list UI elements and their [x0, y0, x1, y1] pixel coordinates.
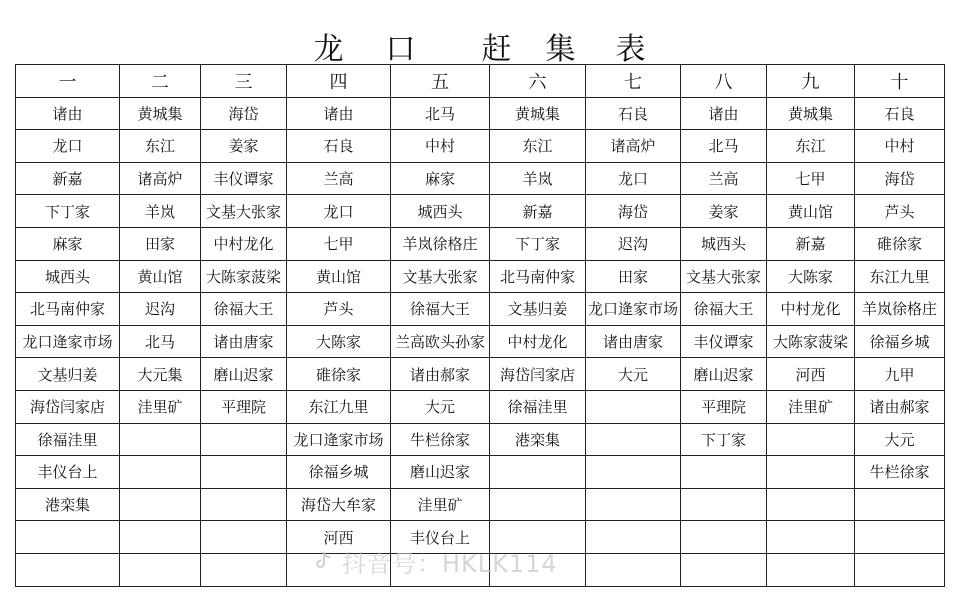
table-cell: 大元集 [120, 358, 201, 391]
title-char: 龙 [313, 32, 344, 67]
table-cell [201, 456, 287, 489]
table-cell: 徐福乡城 [855, 325, 945, 358]
title-char: 表 [615, 32, 646, 67]
table-cell: 羊岚 [490, 162, 586, 195]
column-header: 八 [681, 65, 767, 98]
table-cell [120, 423, 201, 456]
table-cell [767, 521, 855, 554]
table-cell: 黄山馆 [287, 260, 391, 293]
table-cell: 碓徐家 [287, 358, 391, 391]
table-cell: 平理院 [681, 390, 767, 423]
table-cell: 洼里矿 [767, 390, 855, 423]
table-cell: 磨山迟家 [681, 358, 767, 391]
table-cell: 大陈家 [767, 260, 855, 293]
table-cell: 城西头 [681, 227, 767, 260]
table-cell: 牛栏徐家 [391, 423, 490, 456]
table-cell [120, 456, 201, 489]
title-char: 口 [385, 32, 416, 67]
table-cell: 徐福洼里 [490, 390, 586, 423]
watermark-text: 抖音号：HKLK114 [342, 549, 558, 578]
table-cell [201, 423, 287, 456]
table-cell [16, 553, 120, 586]
table-cell: 徐福大王 [391, 293, 490, 326]
column-header: 五 [391, 65, 490, 98]
table-cell [586, 456, 681, 489]
table-cell: 兰高 [287, 162, 391, 195]
table-cell: 新嘉 [490, 195, 586, 228]
table-cell: 北马 [120, 325, 201, 358]
table-cell [855, 553, 945, 586]
table-cell: 徐福洼里 [16, 423, 120, 456]
table-cell [681, 521, 767, 554]
header-row [16, 65, 945, 98]
table-cell: 洼里矿 [120, 390, 201, 423]
table-cell: 中村 [855, 130, 945, 163]
table-cell [201, 488, 287, 521]
table-cell: 海岱 [201, 97, 287, 130]
table-cell: 七甲 [767, 162, 855, 195]
table-cell: 迟沟 [120, 293, 201, 326]
table-cell: 东江 [490, 130, 586, 163]
table-cell: 大陈家 [287, 325, 391, 358]
table-cell: 黄城集 [767, 97, 855, 130]
table-cell: 麻家 [391, 162, 490, 195]
table-cell: 徐福大王 [201, 293, 287, 326]
table-cell: 黄山馆 [767, 195, 855, 228]
column-header: 四 [287, 65, 391, 98]
table-cell: 东江 [767, 130, 855, 163]
table-cell: 徐福乡城 [287, 456, 391, 489]
table-cell: 诸由 [16, 97, 120, 130]
table-cell: 黄山馆 [120, 260, 201, 293]
table-cell: 诸由 [287, 97, 391, 130]
table-row [16, 195, 945, 228]
table-cell: 黄城集 [490, 97, 586, 130]
table-row [16, 488, 945, 521]
table-row [16, 162, 945, 195]
table-cell: 羊岚徐格庄 [391, 227, 490, 260]
table-cell: 黄城集 [120, 97, 201, 130]
table-row [16, 456, 945, 489]
table-cell: 诸高炉 [120, 162, 201, 195]
table-cell [490, 488, 586, 521]
table-cell: 港栾集 [490, 423, 586, 456]
table-cell [767, 423, 855, 456]
table-cell: 大陈家菠桬 [201, 260, 287, 293]
market-schedule-table [15, 64, 945, 587]
table-cell: 北马 [391, 97, 490, 130]
table-cell: 文基大张家 [201, 195, 287, 228]
table-cell: 海岱闫家店 [16, 390, 120, 423]
table-cell: 海岱闫家店 [490, 358, 586, 391]
column-header: 十 [855, 65, 945, 98]
table-cell: 龙口逄家市场 [287, 423, 391, 456]
table-body [16, 97, 945, 586]
table-cell: 诸由 [681, 97, 767, 130]
table-cell: 海岱 [586, 195, 681, 228]
column-header: 二 [120, 65, 201, 98]
title-char: 集 [545, 32, 576, 67]
table-cell: 中村龙化 [767, 293, 855, 326]
table-cell: 羊岚 [120, 195, 201, 228]
table-cell: 姜家 [681, 195, 767, 228]
table-cell: 东江九里 [287, 390, 391, 423]
table-cell [681, 456, 767, 489]
column-header: 三 [201, 65, 287, 98]
table-cell: 文基归姜 [490, 293, 586, 326]
table-cell: 磨山迟家 [201, 358, 287, 391]
table-cell: 诸高炉 [586, 130, 681, 163]
column-header: 一 [16, 65, 120, 98]
table-cell: 东江九里 [855, 260, 945, 293]
table-cell: 龙口 [287, 195, 391, 228]
table-cell: 河西 [767, 358, 855, 391]
table-cell: 丰仪谭家 [681, 325, 767, 358]
table-row [16, 97, 945, 130]
table-cell: 石良 [586, 97, 681, 130]
table-cell: 羊岚徐格庄 [855, 293, 945, 326]
table-cell: 芦头 [855, 195, 945, 228]
table-cell [201, 521, 287, 554]
watermark [312, 548, 558, 578]
table-row [16, 260, 945, 293]
table-cell: 下丁家 [681, 423, 767, 456]
table-cell: 中村龙化 [490, 325, 586, 358]
column-header: 六 [490, 65, 586, 98]
table-cell: 中村 [391, 130, 490, 163]
table-cell: 海岱大牟家 [287, 488, 391, 521]
table-cell [586, 553, 681, 586]
table-cell [586, 423, 681, 456]
title-char: 赶 [481, 32, 512, 67]
table-cell [16, 521, 120, 554]
table-cell: 新嘉 [767, 227, 855, 260]
table-cell: 平理院 [201, 390, 287, 423]
table-cell: 九甲 [855, 358, 945, 391]
table-cell [120, 553, 201, 586]
table-cell [767, 488, 855, 521]
table-cell: 兰高欧头孙家 [391, 325, 490, 358]
table-cell [681, 488, 767, 521]
table-cell [767, 456, 855, 489]
table-cell [855, 488, 945, 521]
table-cell: 下丁家 [16, 195, 120, 228]
table-cell: 城西头 [391, 195, 490, 228]
table-cell: 新嘉 [16, 162, 120, 195]
table-cell [490, 456, 586, 489]
table-cell: 丰仪谭家 [201, 162, 287, 195]
table-cell [767, 553, 855, 586]
tiktok-note-icon [312, 550, 334, 572]
table-row [16, 227, 945, 260]
table-cell: 七甲 [287, 227, 391, 260]
table-cell: 碓徐家 [855, 227, 945, 260]
table-cell: 诸由郝家 [855, 390, 945, 423]
table-cell: 兰高 [681, 162, 767, 195]
table-cell [120, 521, 201, 554]
table-cell: 石良 [287, 130, 391, 163]
table-cell: 龙口 [586, 162, 681, 195]
table-cell: 龙口逄家市场 [16, 325, 120, 358]
table-cell: 迟沟 [586, 227, 681, 260]
table-cell: 麻家 [16, 227, 120, 260]
page-title [0, 28, 959, 67]
table-cell: 大元 [586, 358, 681, 391]
table-cell: 田家 [586, 260, 681, 293]
table-cell: 丰仪台上 [391, 521, 490, 554]
table-cell [586, 488, 681, 521]
table-cell: 芦头 [287, 293, 391, 326]
table-cell [120, 488, 201, 521]
column-header: 九 [767, 65, 855, 98]
table-cell: 海岱 [855, 162, 945, 195]
table-cell: 牛栏徐家 [855, 456, 945, 489]
table-cell: 北马南仲家 [490, 260, 586, 293]
column-header: 七 [586, 65, 681, 98]
table-row [16, 390, 945, 423]
table-cell: 文基大张家 [681, 260, 767, 293]
table-cell [586, 521, 681, 554]
table-row [16, 130, 945, 163]
table-cell: 河西 [287, 521, 391, 554]
table-cell: 大陈家菠桬 [767, 325, 855, 358]
table-row [16, 293, 945, 326]
table-cell: 下丁家 [490, 227, 586, 260]
table-cell: 龙口逄家市场 [586, 293, 681, 326]
table-cell: 石良 [855, 97, 945, 130]
table-cell: 田家 [120, 227, 201, 260]
table-row [16, 358, 945, 391]
table-cell: 姜家 [201, 130, 287, 163]
table-cell: 文基大张家 [391, 260, 490, 293]
table-cell: 北马南仲家 [16, 293, 120, 326]
table-cell: 诸由唐家 [586, 325, 681, 358]
table-cell: 文基归姜 [16, 358, 120, 391]
table-cell: 北马 [681, 130, 767, 163]
table-cell: 诸由唐家 [201, 325, 287, 358]
table-cell: 龙口 [16, 130, 120, 163]
table-cell: 徐福大王 [681, 293, 767, 326]
table-cell: 诸由郝家 [391, 358, 490, 391]
table-cell: 城西头 [16, 260, 120, 293]
table-cell [855, 521, 945, 554]
table-cell [201, 553, 287, 586]
table-cell: 中村龙化 [201, 227, 287, 260]
table-cell [586, 390, 681, 423]
table-cell: 港栾集 [16, 488, 120, 521]
table-row [16, 423, 945, 456]
table-cell: 丰仪台上 [16, 456, 120, 489]
table-cell: 东江 [120, 130, 201, 163]
table-cell: 磨山迟家 [391, 456, 490, 489]
table-cell: 大元 [391, 390, 490, 423]
table-cell: 大元 [855, 423, 945, 456]
table-cell [681, 553, 767, 586]
table-row [16, 325, 945, 358]
table-cell: 洼里矿 [391, 488, 490, 521]
